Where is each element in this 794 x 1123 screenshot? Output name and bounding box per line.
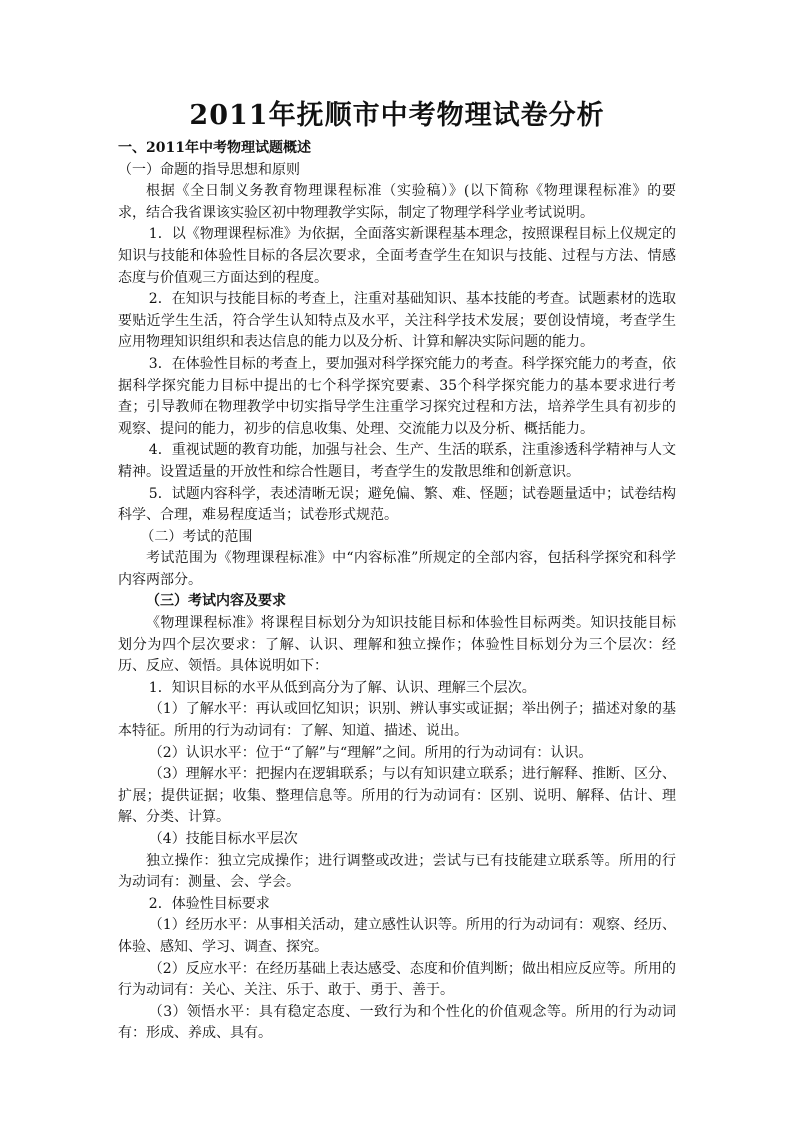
- document-title: 2011年抚顺市中考物理试卷分析: [189, 100, 605, 131]
- list-item: （4）技能目标水平层次: [148, 831, 298, 847]
- list-item: （2）认识水平：位于“了解”与“理解”之间。所用的行为动词有：认识。: [148, 744, 593, 761]
- list-item: （1）经历水平：从事相关活动，建立感性认识等。所用的行为动词有：观察、经历、体验、感知、学习、调查、探究。: [118, 917, 676, 955]
- paragraph: 独立操作：独立完成操作；进行调整或改进；尝试与已有技能建立联系等。所用的行为动词有：测量、会、学会。: [118, 852, 676, 891]
- list-item: （3）理解水平：把握内在逻辑联系；与以有知识建立联系；进行解释、推断、区分、扩展；提供证据；收集、整理信息等。所用的行为动词有：区别、说明、解释、估计、理解、分类、计算。: [118, 766, 676, 826]
- section-heading: 一、2011年中考物理试题概述: [118, 140, 311, 156]
- list-item: 2．体验性目标要求: [148, 895, 270, 912]
- subsection-heading: （一）命题的指导思想和原则: [118, 161, 300, 178]
- list-item: （2）反应水平：在经历基础上表达感受、态度和价值判断；做出相应反应等。所用的行为动词有：关心、关注、乐于、敢于、勇于、善于。: [118, 960, 676, 999]
- list-item: 1．知识目标的水平从低到高分为了解、认识、理解三个层次。: [148, 679, 536, 696]
- list-item: 3．在体验性目标的考查上，要加强对科学探究能力的考查。科学探究能力的考查，依据科学探究能力目标中提出的七个科学探究要素、35个科学探究能力的基本要求进行考查；引导教师在物理教学中切实指导学生注重学习探究过程和方法，培养学生具有初步的观察、提问的能力，初步的信息收集、处理、交流能力以及分析、概括能力。: [118, 355, 676, 437]
- list-item: 2．在知识与技能目标的考查上，注重对基础知识、基本技能的考查。试题素材的选取要贴近学生生活，符合学生认知特点及水平，关注科学技术发展；要创设情境，考查学生应用物理知识组织和表达信息的能力以及分析、计算和解决实际问题的能力。: [118, 291, 676, 351]
- paragraph: 考试范围为《物理课程标准》中“内容标准”所规定的全部内容，包括科学探究和科学内容两部分。: [118, 550, 676, 588]
- paragraph: 《物理课程标准》将课程目标划分为知识技能目标和体验性目标两类。知识技能目标划分为四个层次要求：了解、认识、理解和独立操作；体验性目标划分为三个层次：经历、反应、领悟。具体说明如下：: [118, 615, 676, 675]
- list-item: （3）领悟水平：具有稳定态度、一致行为和个性化的价值观念等。所用的行为动词有：形成、养成、具有。: [118, 1003, 676, 1042]
- subsection-heading: （二）考试的范围: [140, 528, 253, 545]
- list-item: 5．试题内容科学，表述清晰无误；避免偏、繁、难、怪题；试卷题量适中；试卷结构科学、合理，难易程度适当；试卷形式规范。: [118, 485, 676, 524]
- subsection-heading: （三）考试内容及要求: [146, 593, 286, 610]
- document-body: [118, 138, 676, 1045]
- list-item: 4．重视试题的教育功能，加强与社会、生产、生活的联系，注重渗透科学精神与人文精神。设置适量的开放性和综合性题目，考查学生的发散思维和创新意识。: [118, 442, 676, 480]
- paragraph: 根据《全日制义务教育物理课程标准（实验稿）》(以下简称《物理课程标准》的要求，结合我省课该实验区初中物理教学实际，制定了物理学科学业考试说明。: [118, 183, 676, 221]
- list-item: 1．以《物理课程标准》为依据，全面落实新课程基本理念，按照课程目标上仪规定的知识与技能和体验性目标的各层次要求，全面考查学生在知识与技能、过程与方法、情感态度与价值观三方面达到的程度。: [118, 226, 676, 286]
- list-item: （1）了解水平：再认或回忆知识；识别、辨认事实或证据；举出例子；描述对象的基本特征。所用的行为动词有：了解、知道、描述、说出。: [118, 701, 676, 740]
